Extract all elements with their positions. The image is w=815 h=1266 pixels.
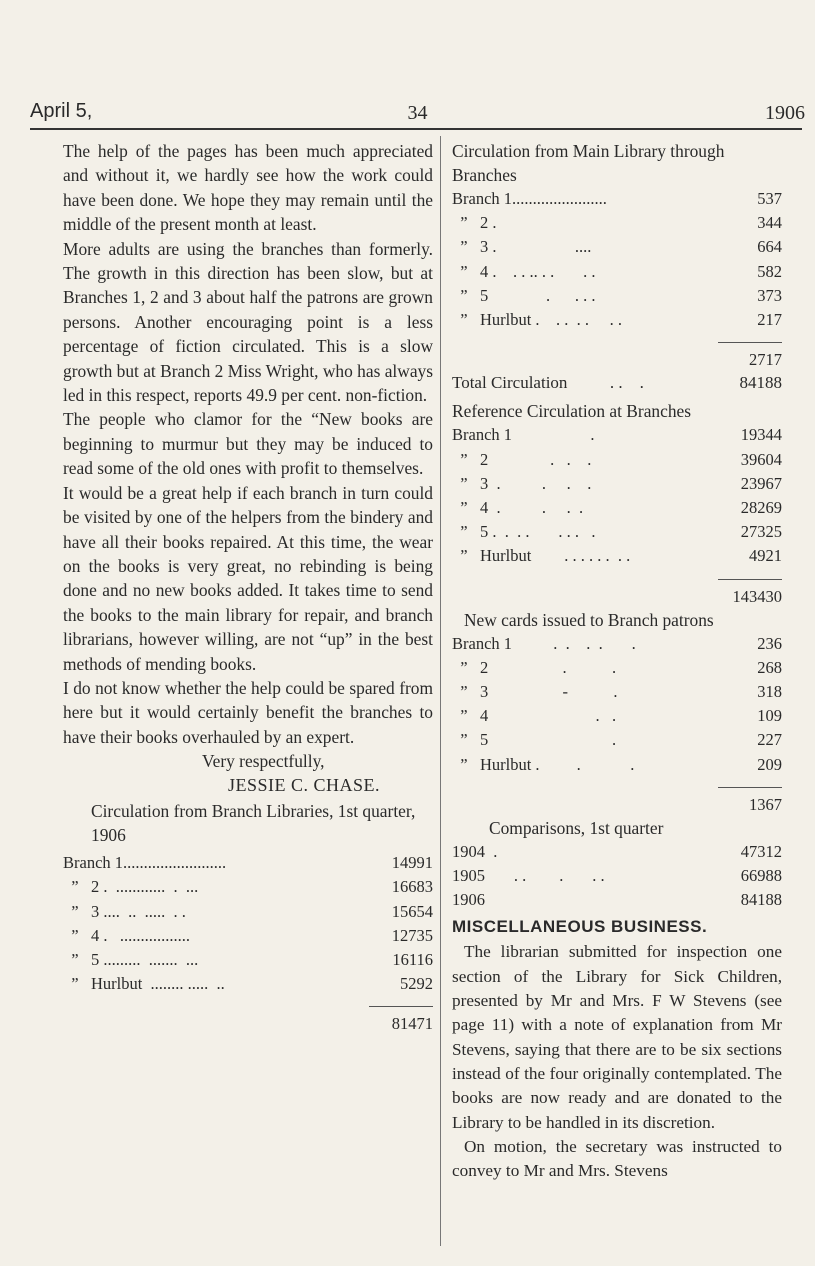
paragraph: The people who clamor for the “New books are beginning to murmur but they may be induced to read some of the old ones with profit to themselves.	[63, 409, 433, 479]
table-row: ” 4 . . . .. . . . . 582	[452, 261, 782, 281]
total-rule	[369, 1006, 433, 1007]
table-row: Branch 1......................... 14991	[63, 853, 433, 873]
total-circulation-row: Total Circulation . . . 84188	[452, 373, 782, 393]
reference-title: Reference Circulation at Branches	[452, 401, 692, 422]
total-rule	[718, 579, 782, 580]
left-column	[63, 139, 433, 1035]
table-row: ” 3 - . 318	[452, 682, 782, 702]
right-column	[452, 139, 782, 1183]
table-row: 1906 84188	[452, 890, 782, 910]
table-row: Branch 1 . . . . . 236	[452, 633, 782, 653]
closing: Very respectfully,	[202, 751, 325, 772]
total-rule	[718, 342, 782, 343]
table-total: 2717	[749, 350, 782, 370]
table-row: Branch 1 . 19344	[452, 425, 782, 445]
total-rule	[718, 787, 782, 788]
signature: JESSIE C. CHASE.	[228, 775, 381, 796]
comparisons-title: Comparisons, 1st quarter	[489, 817, 664, 838]
table-row: ” 5 . . . . . . . . 27325	[452, 522, 782, 542]
table-total: 81471	[391, 1014, 433, 1034]
table-row: ” 5 . 227	[452, 730, 782, 750]
table-row: ” 4 . . 109	[452, 706, 782, 726]
page-header	[30, 100, 805, 130]
main-circulation-title: Circulation from Main Library through Branches	[452, 141, 725, 185]
table-row: ” 5 . . . . 373	[452, 285, 782, 305]
table-row: ” 2 . 344	[452, 213, 782, 233]
table-row: ” 5 ......... ....... ... 16116	[63, 949, 433, 969]
section-heading: MISCELLANEOUS BUSINESS.	[452, 917, 708, 937]
table-row: ” Hurlbut . . . . . . . 217	[452, 310, 782, 330]
paragraph: It would be a great help if each branch in turn could be visited by one of the helpers from the bindery and have all their books repaired. At this time, the wear on the books is very great, no rebinding is being done and no new books added. It takes time to send the books to the main library for repair, and branch librarians, however willing, are not “up” in the best methods of mending books.	[63, 482, 433, 674]
header-rule	[30, 128, 802, 130]
table-row: ” 2 . . 268	[452, 657, 782, 677]
header-date: April 5,	[30, 100, 93, 122]
table-row: 1904 . 47312	[452, 841, 782, 861]
branch-circulation-table	[63, 851, 433, 1035]
table-row: ” 3 . .... 664	[452, 237, 782, 257]
table-row: ” Hurlbut . . . . . . . . 4921	[452, 546, 782, 566]
paragraph: The librarian submitted for inspection one section of the Library for Sick Children, presented by Mr and Mrs. F W Stevens (see page 11) with a note of explanation from Mr Stevens, saying that there are to be six sections instead of the four originally contemplated. The books are now ready and are donated to the Library to be handled in its discretion.	[452, 942, 782, 1132]
table-row: ” Hurlbut . . . 209	[452, 754, 782, 774]
paragraph: The help of the pages has been much appreciated and without it, we hardly see how the work could have been done. We hope they may remain until the middle of the present month at least.	[63, 141, 433, 235]
table-row: ” 2 . . . 39604	[452, 449, 782, 469]
table-total: 1367	[749, 794, 782, 814]
paragraph: On motion, the secretary was instructed to convey to Mr and Mrs. Stevens	[452, 1136, 782, 1181]
paragraph: More adults are using the branches than formerly. The growth in this direction has been slow, but at Branches 1, 2 and 3 about half the patrons are grown persons. Another encouraging point is a less percentage of fiction circulated. This is a slow growth but at Branch 2 Miss Wright, who has always led in this respect, reports 49.9 per cent. non-fiction.	[63, 238, 433, 406]
table-row: ” 3 .... .. ..... . . 15654	[63, 901, 433, 921]
table-row: 1905 . . . . . 66988	[452, 866, 782, 886]
new-cards-title: New cards issued to Branch patrons	[464, 609, 714, 630]
branch-circulation-title: Circulation from Branch Libraries, 1st quarter, 1906	[91, 801, 416, 846]
table-row: ” 2 . ............ . ... 16683	[63, 877, 433, 897]
table-row: ” 3 . . . . 23967	[452, 473, 782, 493]
table-row: ” Hurlbut ........ ..... .. 5292	[63, 974, 433, 994]
column-divider	[440, 136, 441, 1246]
table-row: ” 4 . . . . 28269	[452, 498, 782, 518]
table-total: 143430	[732, 586, 782, 606]
header-year: 1906	[765, 102, 805, 124]
page-number: 34	[407, 102, 428, 124]
table-row: ” 4 . ................. 12735	[63, 925, 433, 945]
table-row: Branch 1....................... 537	[452, 189, 782, 208]
paragraph: I do not know whether the help could be spared from here but it would certainly benefit the branches to have their books overhauled by an expert.	[63, 677, 433, 747]
